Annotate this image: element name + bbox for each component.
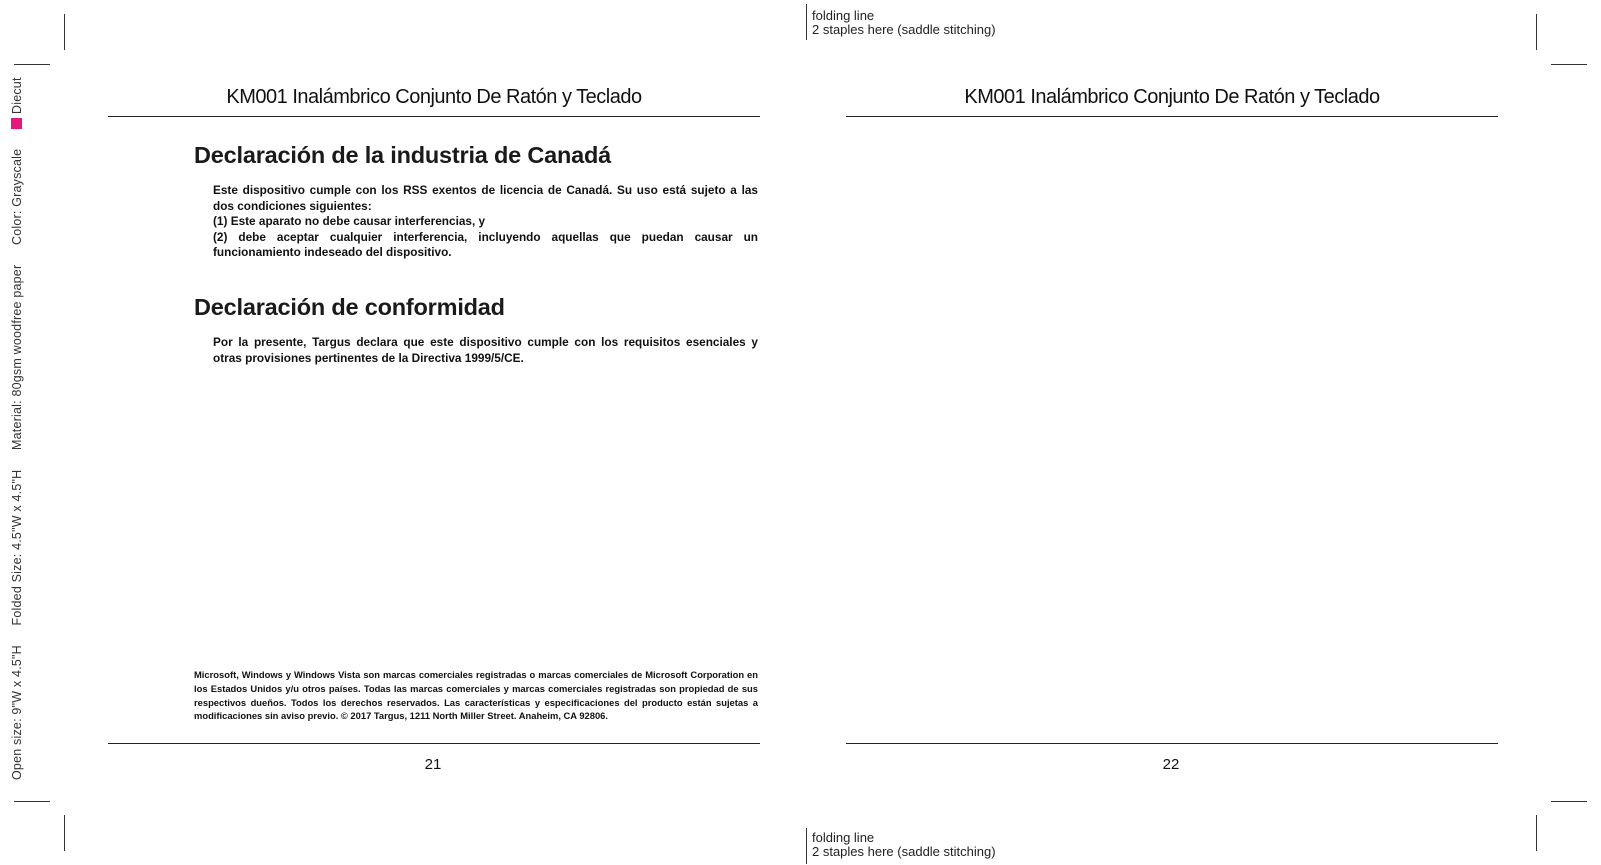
crop-mark [1536,14,1537,50]
material: Material: 80gsm woodfree paper [10,264,24,450]
left-page-header: KM001 Inalámbrico Conjunto De Ratón y Teclado [226,86,642,108]
fold-note-line1: folding line [812,8,875,23]
open-size: Open size: 9"W x 4.5"H [10,645,24,780]
section-title-conformity: Declaración de conformidad [194,294,505,320]
page-number-left: 21 [424,756,442,773]
fold-note-bottom [812,831,996,859]
fold-line-mark [806,4,807,40]
right-page-header: KM001 Inalámbrico Conjunto De Ratón y Teclado [964,86,1380,108]
crop-mark [64,14,65,50]
crop-mark [64,815,65,851]
diecut-swatch-icon [11,118,22,129]
crop-mark [1551,801,1587,802]
fold-note-top [812,9,996,37]
section-title-canada: Declaración de la industria de Canadá [194,142,612,168]
paragraph: Este dispositivo cumple con los RSS exentos de licencia de Canadá. Su uso está sujeto a las dos condiciones siguientes: [213,183,758,213]
paragraph: (1) Este aparato no debe causar interferencias, y [213,214,486,228]
crop-mark [1551,64,1587,65]
color-spec: Color: Grayscale [10,148,24,245]
fold-note-line2: 2 staples here (saddle stitching) [812,22,996,37]
diecut-label [10,77,24,129]
print-spec [10,61,24,780]
section-body-conformity [213,335,758,366]
page-number-right: 22 [1162,756,1180,773]
left-footer-rule [108,743,760,744]
fold-note-line2: 2 staples here (saddle stitching) [812,844,996,859]
crop-mark [14,801,50,802]
paragraph: Por la presente, Targus declara que este dispositivo cumple con los requisitos esenciales y otras provisiones pertinentes de la Directiva 1999/5/CE. [213,335,758,365]
left-header-rule [108,116,760,117]
section-body-canada [213,183,758,261]
right-footer-rule [846,743,1498,744]
crop-mark [1536,815,1537,851]
folded-size: Folded Size: 4.5"W x 4.5"H [10,469,24,626]
right-header-rule [846,116,1498,117]
trademark-note: Microsoft, Windows y Windows Vista son marcas comerciales registradas o marcas comerciales de Microsoft Corporation en los Estados Unidos y/u otros países. Todas las marcas comerciales y marcas comerciales registradas son propiedad de sus respectivos dueños. Todos los derechos reservados. Las características y especificaciones del producto están sujetas a modificaciones sin aviso previo. © 2017 Targus, 1211 North Miller Street. Anaheim, CA 92806. [194,669,758,722]
fold-note-line1: folding line [812,830,875,845]
fold-line-mark [806,828,807,864]
diecut-text: Diecut [10,77,24,115]
paragraph: (2) debe aceptar cualquier interferencia, incluyendo aquellas que puedan causar un funcionamiento indeseado del dispositivo. [213,229,758,259]
